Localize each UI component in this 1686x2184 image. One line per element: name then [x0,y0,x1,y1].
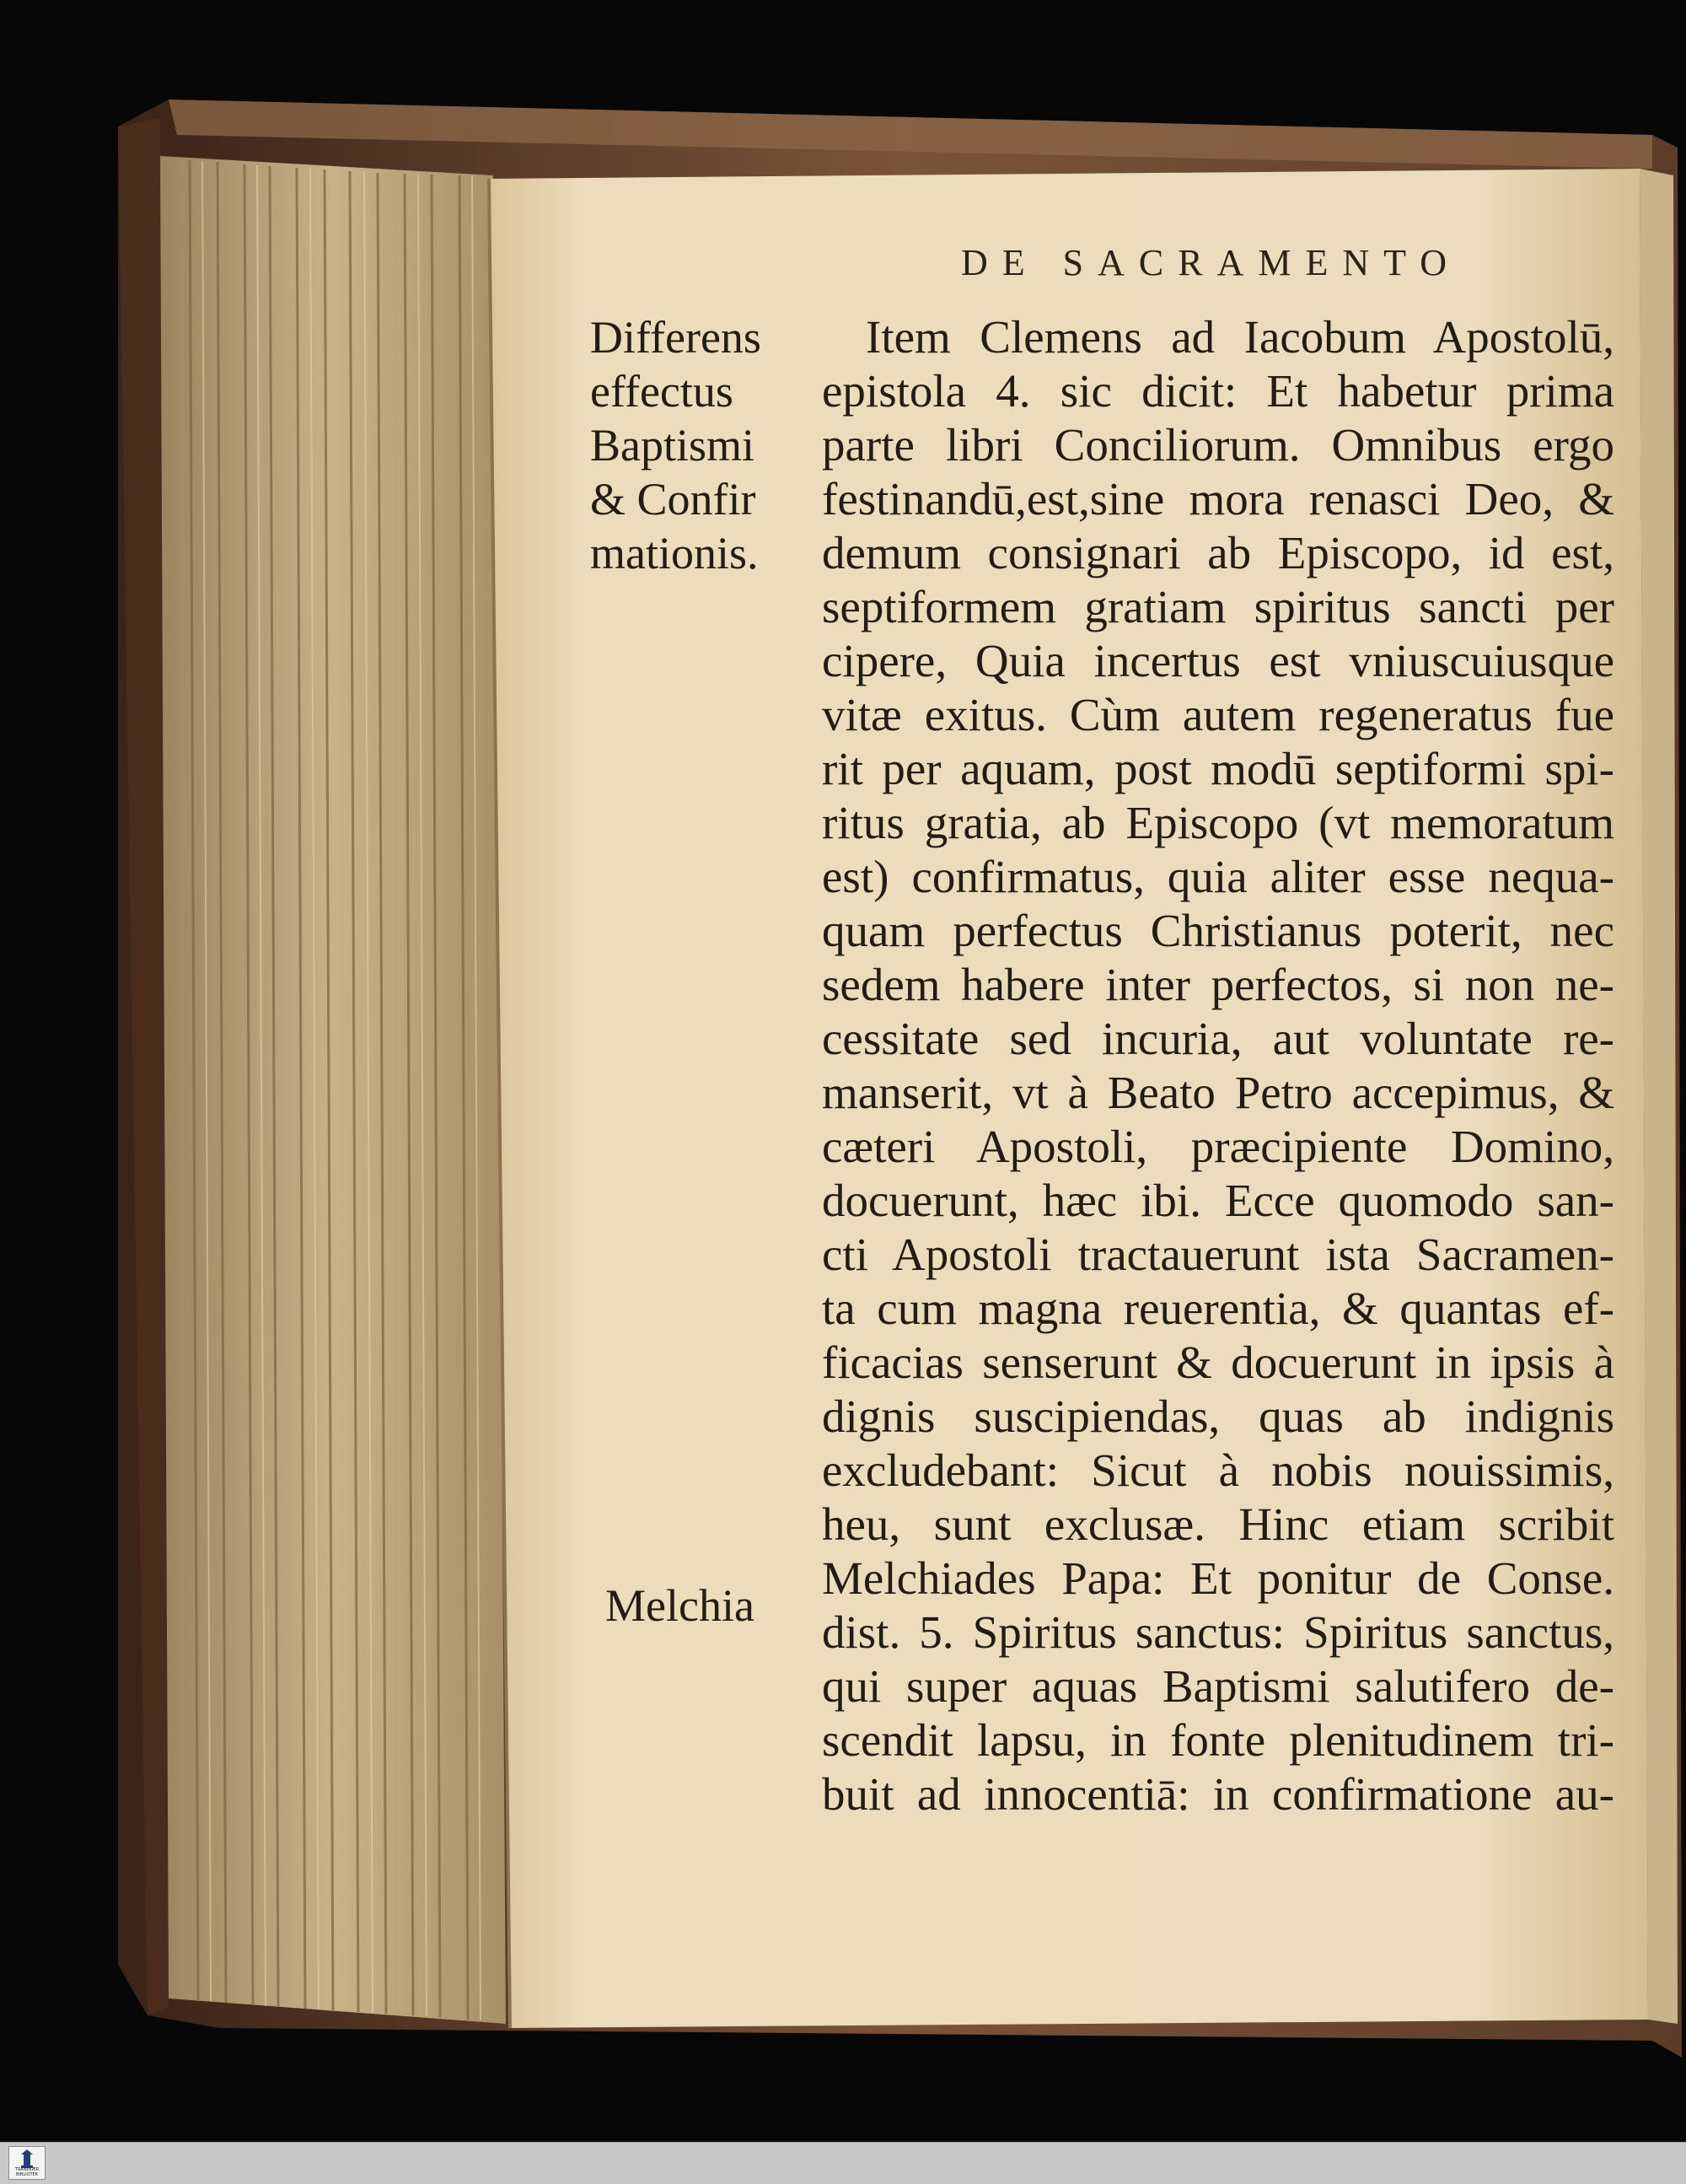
text-line: docuerunt, hæc ibi. Ecce quomodo san- [822,1175,1614,1226]
text-line: dignis suscipiendas, quas ab indignis [822,1391,1614,1442]
text-line: heu, sunt exclusæ. Hinc etiam scribit [822,1498,1614,1550]
text-line: demum consignari ab Episcopo, id est, [822,527,1614,578]
text-line: cessitate sed incuria, aut voluntate re- [822,1013,1614,1064]
margin-line: & Confir [590,474,756,524]
text-line: buit ad innocentiā: in confirmatione au- [822,1768,1614,1820]
page-edges [160,156,506,2024]
library-logo-icon [8,2146,46,2180]
text-line: manserit, vt à Beato Petro accepimus, & [822,1067,1614,1118]
text-line: cæteri Apostoli, præcipiente Domino, [822,1121,1614,1172]
margin-line: Differens [590,312,761,363]
text-line: scendit lapsu, in fonte plenitudinem tri- [822,1714,1614,1766]
text-line: vitæ exitus. Cùm autem regeneratus fue [822,689,1614,740]
text-line: parte libri Conciliorum. Omnibus ergo [822,419,1614,471]
text-line: Item Clemens ad Iacobum Apostolū, [866,311,1614,363]
text-line: est) confirmatus, quia aliter esse nequa- [822,851,1614,902]
marginal-note-melchia: Melchia [605,1580,754,1631]
text-line: qui super aquas Baptismi salutifero de- [822,1660,1614,1712]
text-line: dist. 5. Spiritus sanctus: Spiritus sanctus, [822,1606,1614,1658]
text-line: septiformem gratiam spiritus sancti per [822,581,1614,632]
text-line: cipere, Quia incertus est vniuscuiusque [822,635,1614,686]
text-line: cti Apostoli tractauerunt ista Sacramen- [822,1229,1614,1280]
margin-line: Baptismi [590,420,755,471]
text-line: sedem habere inter perfectos, si non ne- [822,959,1614,1010]
viewer-footer-bar [0,2142,1686,2184]
text-line: Melchiades Papa: Et ponitur de Conse. [822,1552,1614,1604]
text-line: quam perfectus Christianus poterit, nec [822,905,1614,956]
text-line: ta cum magna reuerentia, & quantas ef- [822,1283,1614,1334]
text-line: epistola 4. sic dicit: Et habetur prima [822,365,1614,417]
text-line: ritus gratia, ab Episcopo (vt memoratum [822,797,1614,848]
text-line: rit per aquam, post modū septiformi spi- [822,743,1614,794]
text-line: festinandū,est,sine mora renasci Deo, & [822,473,1614,524]
running-head: DE SACRAMENTO [961,242,1462,283]
margin-line: mationis. [590,528,759,578]
text-line: excludebant: Sicut à nobis nouissimis, [822,1444,1614,1496]
library-logo-text: TRANEKÆR BIBLIOTEK [14,2167,40,2177]
text-line: ficacias senserunt & docuerunt in ipsis à [822,1337,1614,1388]
margin-line: effectus [590,366,733,417]
